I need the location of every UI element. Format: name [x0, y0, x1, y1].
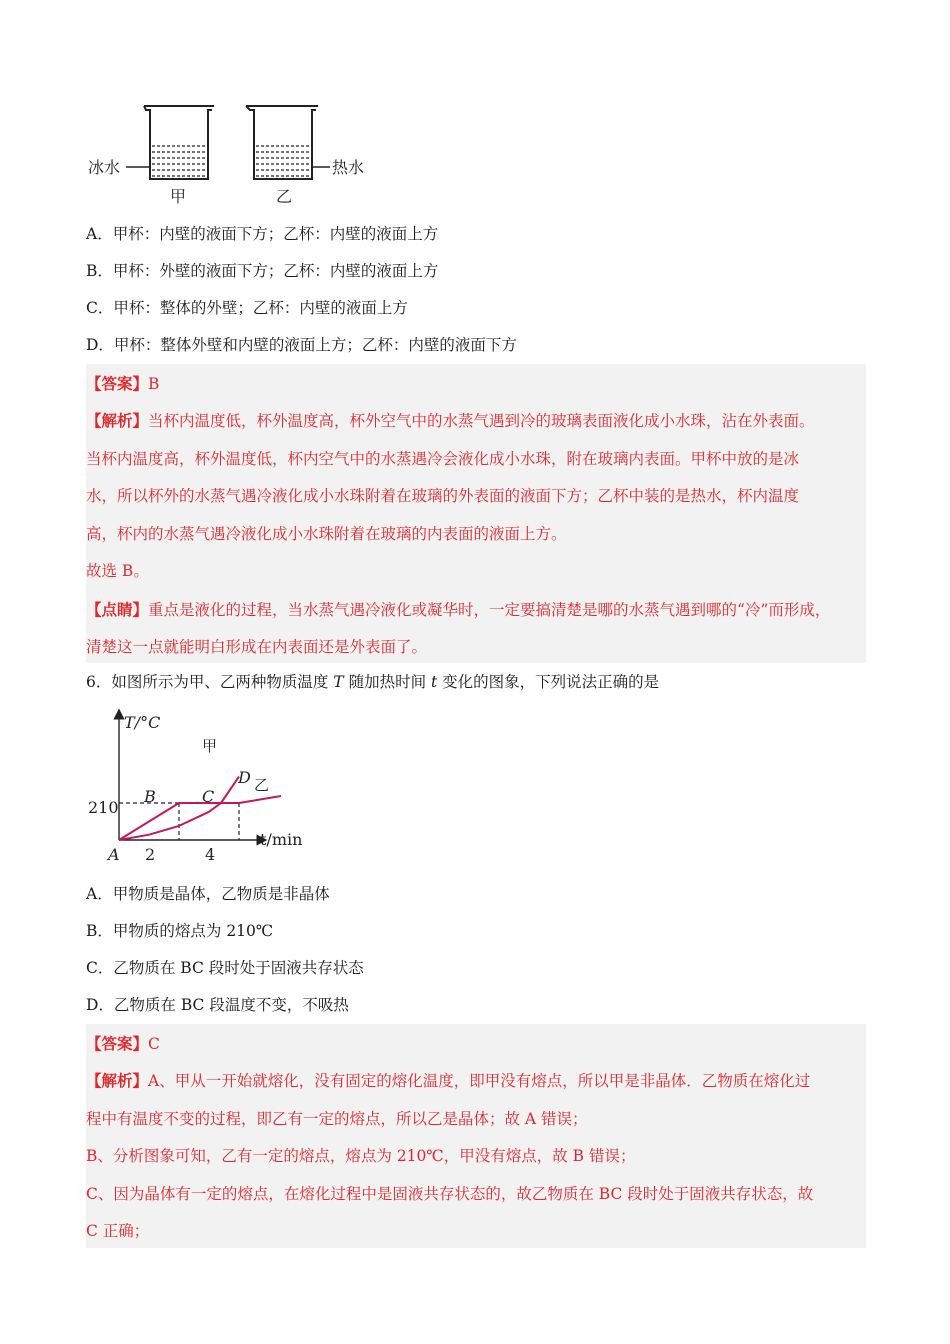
series-label-jia: 甲 [202, 737, 218, 755]
analysis-line: C、因为晶体有一定的熔点，在熔化过程中是固液共存状态的，故乙物质在 BC 段时处于固液共存状态，故 [86, 1184, 814, 1203]
answer-tag: 【答案】 [86, 1034, 149, 1053]
series-line-jia [119, 777, 239, 840]
analysis-line: 水，所以杯外的水蒸气遇冷液化成小水珠附着在玻璃的外表面的液面下方；乙杯中装的是热水，杯内温度 [86, 487, 800, 505]
q5-analysis [86, 402, 886, 667]
analysis-tag: 【解析】 [86, 411, 149, 430]
y-tick-210: 210 [88, 798, 119, 817]
beaker-figure [86, 100, 386, 210]
q6-option-b: B．甲物质的熔点为 210℃ [86, 922, 274, 940]
x-axis-label: t/min [260, 830, 303, 849]
x-tick-4: 4 [205, 845, 216, 864]
guide-lines [119, 803, 239, 840]
comment-line: 重点是液化的过程，当水蒸气遇冷液化或凝华时，一定要搞清楚是哪的水蒸气遇到哪的“冷”而形成， [148, 600, 831, 619]
stem-text: 变化的图象，下列说法正确的是 [437, 673, 660, 691]
analysis-tag: 【解析】 [86, 1071, 149, 1090]
analysis-line: 当杯内温度高，杯外温度低，杯内空气中的水蒸遇冷会液化成小水珠，附在玻璃内表面。甲杯中放的是冰 [86, 449, 800, 468]
q5-option-c: C．甲杯：整体的外壁；乙杯：内壁的液面上方 [86, 299, 408, 317]
analysis-line: 故选 B。 [86, 562, 149, 580]
point-label-a: A [108, 845, 120, 864]
water-right [256, 146, 310, 176]
q5-option-d: D．甲杯：整体外壁和内壁的液面上方；乙杯：内壁的液面下方 [86, 336, 517, 354]
point-label-d: D [238, 768, 251, 787]
stem-text: 6．如图所示为甲、乙两种物质温度 [86, 673, 334, 691]
analysis-line: C 正确； [86, 1222, 150, 1240]
analysis-line: B、分析图象可知，乙有一定的熔点，熔点为 210℃，甲没有熔点，故 B 错误； [86, 1147, 636, 1165]
y-axis-label: T/°C [124, 713, 161, 732]
q6-answer [86, 1025, 160, 1063]
q6-option-d: D．乙物质在 BC 段温度不变，不吸热 [86, 996, 349, 1014]
label-hot-water: 热水 [332, 158, 365, 177]
temperature-time-graph [86, 706, 316, 871]
caption-jia: 甲 [170, 187, 187, 206]
comment-tag: 【点睛】 [86, 599, 149, 619]
comment-line: 清楚这一点就能明白形成在内表面还是外表面了。 [86, 638, 428, 656]
analysis-line: 当杯内温度低，杯外温度高，杯外空气中的水蒸气遇到冷的玻璃表面液化成小水珠，沾在外表面。 [148, 412, 815, 430]
analysis-line: 高，杯内的水蒸气遇冷液化成小水珠附着在玻璃的内表面的液面上方。 [86, 524, 567, 543]
answer-value: C [148, 1035, 160, 1053]
q6-option-a: A．甲物质是晶体，乙物质是非晶体 [86, 885, 330, 903]
q5-option-a: A．甲杯：内壁的液面下方；乙杯：内壁的液面上方 [86, 225, 439, 243]
q5-option-b: B．甲杯：外壁的液面下方；乙杯：内壁的液面上方 [86, 262, 439, 280]
water-left [152, 146, 206, 176]
analysis-line: A、甲从一开始就熔化，没有固定的熔化温度，即甲没有熔点，所以甲是非晶体．乙物质在熔化过 [148, 1072, 811, 1090]
q6-solution-block [86, 1024, 866, 1248]
stem-var-T: T [333, 673, 344, 691]
q5-answer [86, 365, 159, 403]
analysis-line: 程中有温度不变的过程，即乙有一定的熔点，所以乙是晶体；故 A 错误； [86, 1109, 588, 1128]
point-label-c: C [202, 787, 215, 806]
q5-solution-block [86, 364, 866, 663]
answer-tag: 【答案】 [86, 374, 149, 393]
q6-option-c: C．乙物质在 BC 段时处于固液共存状态 [86, 959, 364, 977]
point-label-b: B [144, 787, 156, 806]
beaker-left [144, 106, 214, 179]
series-label-yi: 乙 [254, 776, 270, 794]
stem-text: 随加热时间 [343, 673, 431, 691]
q6-stem [86, 664, 659, 701]
answer-value: B [148, 375, 160, 393]
stem-var-t: t [431, 673, 438, 691]
caption-yi: 乙 [276, 187, 293, 206]
beaker-right [246, 106, 318, 179]
label-ice-water: 冰水 [88, 158, 121, 177]
x-tick-2: 2 [145, 845, 156, 864]
q6-analysis [86, 1062, 886, 1251]
